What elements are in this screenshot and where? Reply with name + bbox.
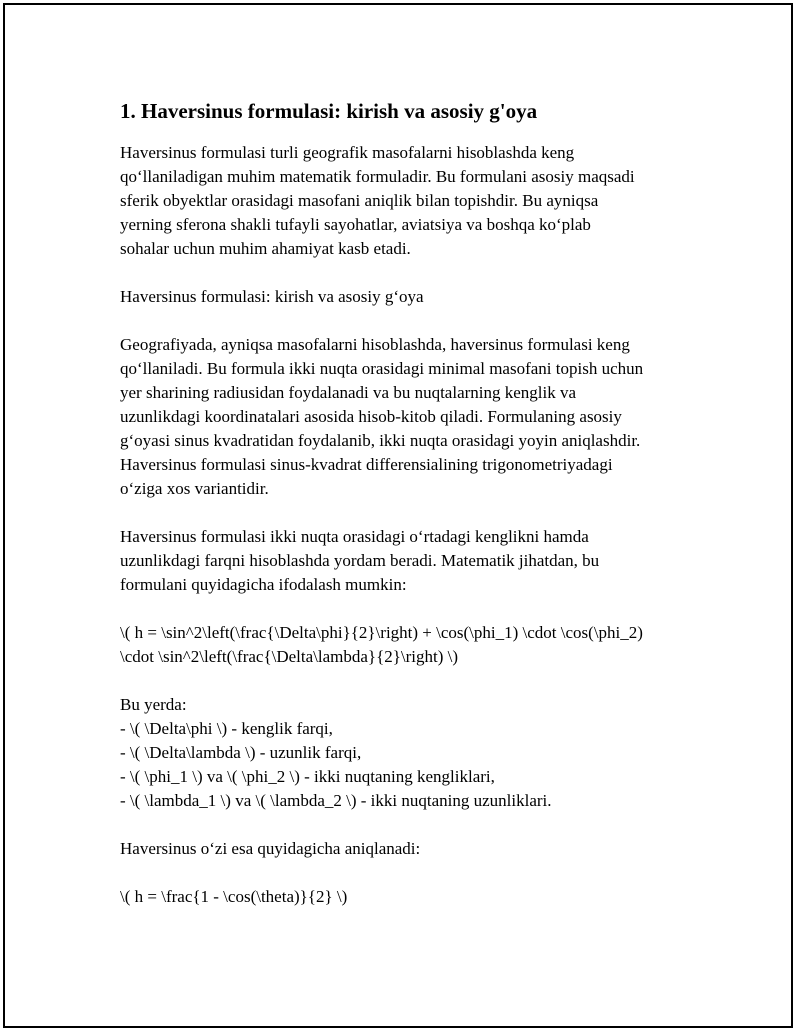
paragraph	[120, 621, 700, 669]
paragraph	[120, 285, 700, 309]
page-frame	[3, 3, 793, 1028]
text-line: o‘ziga xos variantidir.	[120, 479, 269, 498]
paragraph	[120, 693, 700, 813]
text-line: Haversinus formulasi sinus-kvadrat differensialining trigonometriyadagi	[120, 455, 613, 474]
text-line: - \( \lambda_1 \) va \( \lambda_2 \) - ikki nuqtaning uzunliklari.	[120, 791, 552, 810]
text-line: - \( \Delta\lambda \) - uzunlik farqi,	[120, 743, 362, 762]
text-line: uzunlikdagi farqni hisoblashda yordam beradi. Matematik jihatdan, bu	[120, 551, 600, 570]
text-line: \cdot \sin^2\left(\frac{\Delta\lambda}{2}\right) \)	[120, 647, 459, 666]
text-line: Bu yerda:	[120, 695, 187, 714]
text-line: qo‘llaniladi. Bu formula ikki nuqta orasidagi minimal masofani topish uchun	[120, 359, 644, 378]
text-line: sferik obyektlar orasidagi masofani aniqlik bilan topishdir. Bu ayniqsa	[120, 191, 599, 210]
text-line: formulani quyidagicha ifodalash mumkin:	[120, 575, 407, 594]
text-line: - \( \phi_1 \) va \( \phi_2 \) - ikki nuqtaning kengliklari,	[120, 767, 495, 786]
text-line: Geografiyada, ayniqsa masofalarni hisoblashda, haversinus formulasi keng	[120, 335, 630, 354]
text-line: \( h = \sin^2\left(\frac{\Delta\phi}{2}\right) + \cos(\phi_1) \cdot \cos(\phi_2)	[120, 623, 643, 642]
text-line: sohalar uchun muhim ahamiyat kasb etadi.	[120, 239, 411, 258]
paragraph	[120, 333, 700, 501]
text-line: g‘oyasi sinus kvadratidan foydalanib, ikki nuqta orasidagi yoyin aniqlashdir.	[120, 431, 641, 450]
text-line: Haversinus formulasi: kirish va asosiy g‘oya	[120, 287, 424, 306]
paragraph	[120, 885, 700, 909]
paragraph	[120, 141, 700, 261]
paragraph	[120, 837, 700, 861]
document-content	[120, 97, 700, 933]
paragraph-list	[120, 141, 700, 909]
text-line: yerning sferona shakli tufayli sayohatlar, aviatsiya va boshqa ko‘plab	[120, 215, 591, 234]
document-heading: 1. Haversinus formulasi: kirish va asosiy g'oya	[120, 99, 538, 123]
text-line: yer sharining radiusidan foydalanadi va bu nuqtalarning kenglik va	[120, 383, 577, 402]
text-line: Haversinus o‘zi esa quyidagicha aniqlanadi:	[120, 839, 421, 858]
text-line: Haversinus formulasi ikki nuqta orasidagi o‘rtadagi kenglikni hamda	[120, 527, 589, 546]
paragraph	[120, 525, 700, 597]
text-line: \( h = \frac{1 - \cos(\theta)}{2} \)	[120, 887, 348, 906]
text-line: - \( \Delta\phi \) - kenglik farqi,	[120, 719, 333, 738]
text-line: uzunlikdagi koordinatalari asosida hisob-kitob qiladi. Formulaning asosiy	[120, 407, 622, 426]
text-line: Haversinus formulasi turli geografik masofalarni hisoblashda keng	[120, 143, 575, 162]
text-line: qo‘llaniladigan muhim matematik formuladir. Bu formulani asosiy maqsadi	[120, 167, 635, 186]
